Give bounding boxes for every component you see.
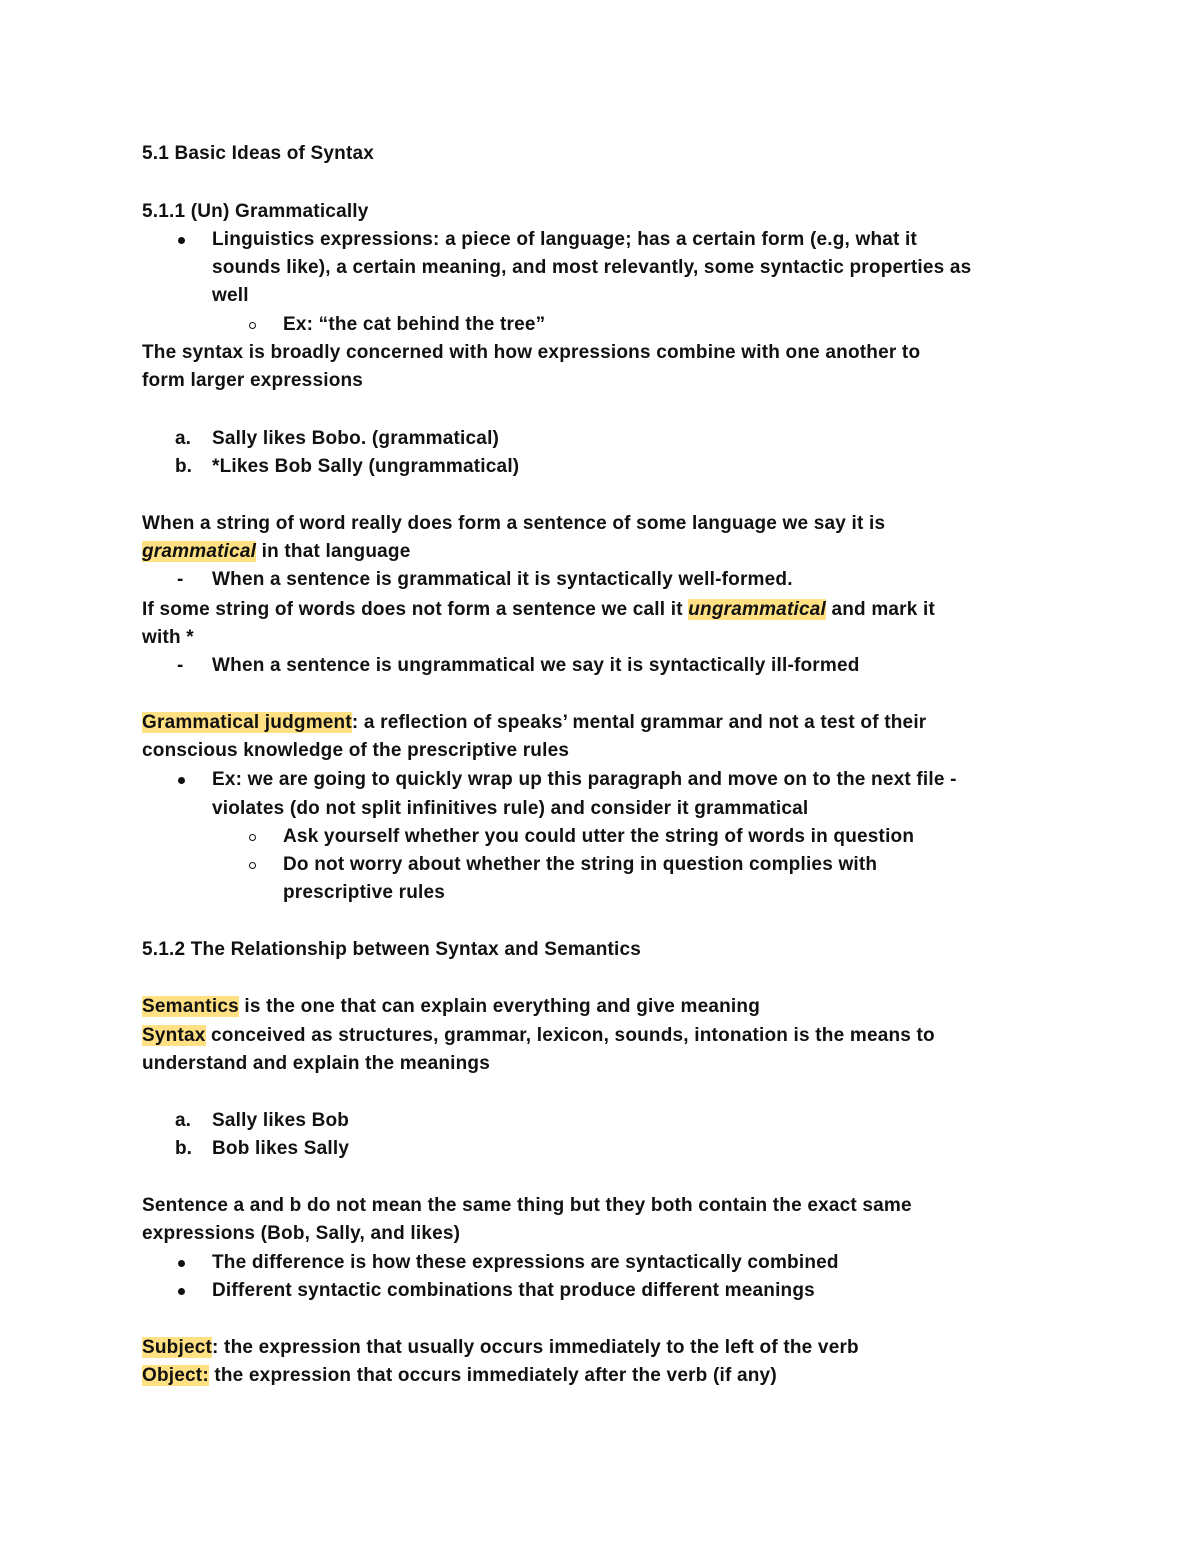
bullet-icon [178, 1288, 185, 1295]
paragraph-line: understand and explain the meanings [142, 1053, 491, 1074]
paragraph-text: and mark it [825, 599, 936, 620]
bullet-text-line: violates (do not split infinitives rule) and consider it grammatical [212, 798, 809, 819]
bullet-text-line: Different syntactic combinations that produce different meanings [212, 1280, 815, 1301]
bullet-icon [178, 777, 185, 784]
paragraph-line: conscious knowledge of the prescriptive rules [142, 740, 570, 761]
section-heading-5-1-1: 5.1.1 (Un) Grammatically [142, 201, 369, 222]
highlighted-term-grammatical: grammatical [142, 541, 257, 562]
bullet-text-line: well [212, 285, 249, 306]
paragraph-text: : the expression that usually occurs immediately to the left of the verb [212, 1337, 859, 1358]
list-marker: a. [175, 428, 191, 449]
bullet-text-line: Ex: we are going to quickly wrap up this paragraph and move on to the next file - [212, 769, 957, 790]
bullet-text-line: Linguistics expressions: a piece of language; has a certain form (e.g, what it [212, 229, 918, 250]
highlighted-term-grammatical-judgment: Grammatical judgment [142, 712, 352, 733]
paragraph-line: Sentence a and b do not mean the same thing but they both contain the exact same [142, 1195, 912, 1216]
bullet-icon [178, 237, 185, 244]
list-marker: b. [175, 456, 192, 477]
dash-item-text: When a sentence is ungrammatical we say it is syntactically ill-formed [212, 655, 860, 676]
highlighted-term-syntax: Syntax [142, 1025, 206, 1046]
highlighted-term-subject: Subject [142, 1337, 213, 1358]
dash-marker: - [177, 655, 184, 676]
bullet-text-line: The difference is how these expressions are syntactically combined [212, 1252, 839, 1273]
paragraph-line: with * [142, 627, 194, 648]
paragraph-text: the expression that occurs immediately after the verb (if any) [208, 1365, 777, 1386]
sub-bullet-text: Ask yourself whether you could utter the string of words in question [283, 826, 915, 847]
bullet-text-line: sounds like), a certain meaning, and most relevantly, some syntactic properties as [212, 257, 972, 278]
paragraph-line [142, 709, 926, 737]
highlighted-term-semantics: Semantics [142, 996, 239, 1017]
dash-marker: - [177, 569, 184, 590]
paragraph-text: in that language [256, 541, 411, 562]
list-item-text: Sally likes Bobo. (grammatical) [212, 428, 500, 449]
sub-bullet-text: Ex: “the cat behind the tree” [283, 314, 546, 335]
paragraph-line: expressions (Bob, Sally, and likes) [142, 1223, 461, 1244]
sub-bullet-text: prescriptive rules [283, 882, 446, 903]
list-item-text: Bob likes Sally [212, 1138, 350, 1159]
sub-bullet-icon [249, 322, 256, 329]
paragraph-line [142, 1334, 859, 1362]
sub-bullet-text: Do not worry about whether the string in question complies with [283, 854, 878, 875]
list-marker: a. [175, 1110, 191, 1131]
section-heading-5-1-2: 5.1.2 The Relationship between Syntax and Semantics [142, 939, 642, 960]
dash-item-text: When a sentence is grammatical it is syntactically well-formed. [212, 569, 793, 590]
sub-bullet-icon [249, 862, 256, 869]
paragraph-line: The syntax is broadly concerned with how expressions combine with one another to [142, 342, 921, 363]
sub-bullet-icon [249, 834, 256, 841]
section-heading-5-1: 5.1 Basic Ideas of Syntax [142, 143, 375, 164]
paragraph-line: form larger expressions [142, 370, 364, 391]
paragraph-line [142, 993, 760, 1021]
paragraph-line [142, 538, 411, 566]
bullet-icon [178, 1260, 185, 1267]
paragraph-text: conceived as structures, grammar, lexicon, sounds, intonation is the means to [205, 1025, 935, 1046]
paragraph-line [142, 1362, 777, 1390]
list-item-text: Sally likes Bob [212, 1110, 350, 1131]
highlighted-term-ungrammatical: ungrammatical [688, 599, 826, 620]
highlighted-term-object: Object: [142, 1365, 209, 1386]
paragraph-line [142, 1022, 935, 1050]
list-item-text: *Likes Bob Sally (ungrammatical) [212, 456, 520, 477]
paragraph-text: : a reflection of speaks’ mental grammar and not a test of their [351, 712, 927, 733]
paragraph-line [142, 596, 935, 624]
paragraph-line: When a string of word really does form a sentence of some language we say it is [142, 513, 886, 534]
paragraph-text: is the one that can explain everything and give meaning [238, 996, 761, 1017]
paragraph-text: If some string of words does not form a sentence we call it [142, 599, 689, 620]
list-marker: b. [175, 1138, 192, 1159]
